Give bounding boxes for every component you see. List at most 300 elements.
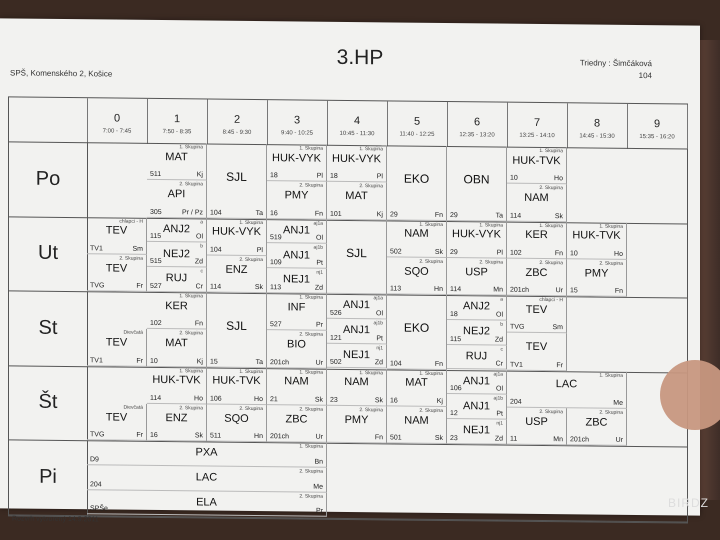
room-code: 104 [390,359,402,368]
lesson-cell[interactable] [147,366,207,404]
group-label: 2. Skupina [539,408,563,415]
group-label: 2. Skupina [359,406,383,414]
period-number: 4 [353,115,361,128]
lesson-cell[interactable] [387,406,447,444]
room-code: 109 [270,259,282,267]
lesson-cell[interactable] [387,294,447,369]
subject-code: PMY [344,413,369,426]
group-label: 1. Skupina [359,369,383,376]
teacher-code: Fr [556,361,563,369]
teacher-code: Pt [316,259,323,267]
subject-code: HUK-VYK [212,226,261,239]
lesson-cell[interactable] [267,368,327,406]
subject-code: KER [165,300,188,313]
subject-code: MAT [345,190,368,203]
room-code: 16 [150,431,158,439]
room-code: 29 [450,248,458,256]
teacher-code: Sk [434,434,443,442]
group-label: aj1b [313,244,323,252]
teacher-code: Hn [434,285,443,293]
group-label: 1. Skupina [179,144,203,151]
subject-code: TEV [105,262,128,275]
lesson-cell[interactable] [147,404,207,442]
group-label: 2. Skupina [419,407,443,414]
room-code: 104 [210,209,222,217]
lesson-cell[interactable] [507,258,567,296]
group-label: nj1 [316,269,323,276]
group-label: 2. Skupina [239,256,263,263]
lesson-cell[interactable] [207,293,267,368]
period-time: 7:00 - 7:45 [102,128,132,135]
lesson-cell[interactable] [387,369,447,407]
timetable-paper [0,18,700,524]
room-code: 204 [510,398,522,406]
lesson-cell[interactable] [267,219,327,244]
room-code: 527 [150,282,162,291]
lesson-cell[interactable] [447,345,507,370]
group-label: 1. Skupina [179,367,203,374]
teacher-code: Kj [436,397,443,405]
teacher-code: Sm [132,245,143,253]
teacher-code: Ho [254,395,263,403]
subject-code: EKO [403,172,430,187]
lesson-cell[interactable] [147,180,207,218]
period-number: 5 [413,115,421,128]
period-header [207,100,268,146]
subject-code: HUK-VYK [272,152,321,165]
subject-code: OBN [463,172,490,187]
day-label: Ut [9,216,88,292]
room-code: 18 [270,172,278,180]
lesson-cell[interactable] [327,343,387,368]
subject-code: ANJ2 [163,222,190,236]
lesson-cell[interactable] [147,217,207,242]
subject-code: RUJ [165,272,188,285]
teacher-code: Pl [376,173,383,181]
room-code: 29 [450,211,458,219]
teacher-code: Pr / Pz [181,208,203,216]
lesson-cell[interactable] [267,268,327,293]
footer-note: Rozvrh vytvorený 14.9.2011 [12,515,99,524]
subject-code: USP [465,265,488,279]
group-label: 2. Skupina [299,468,323,475]
room-code: 12 [450,410,458,418]
lesson-cell[interactable] [387,257,447,295]
lesson-cell[interactable] [507,407,567,445]
room-code: 102 [150,320,162,328]
lesson-cell[interactable] [447,394,507,419]
day-label: Po [9,141,88,217]
lesson-cell[interactable] [207,218,267,256]
group-label: 2. Skupina [299,493,323,500]
lesson-cell[interactable] [447,221,507,259]
room-code: 502 [330,359,342,367]
lesson-cell[interactable] [267,243,327,268]
lesson-cell[interactable] [147,292,207,330]
subject-code: SQO [224,412,249,425]
teacher-code: Fn [374,434,383,442]
lesson-cell[interactable] [567,259,627,297]
subject-code: ANJ1 [463,374,490,388]
teacher-code: Ur [555,287,563,295]
teacher-code: Fr [136,357,143,365]
period-time: 13:25 - 14:10 [519,132,555,140]
room-code: 526 [330,309,342,317]
period-time: 10:45 - 11:30 [339,130,375,138]
lesson-cell[interactable] [447,295,507,320]
lesson-cell[interactable] [267,293,327,331]
teacher-code: Fn [554,249,563,257]
period-time: 11:40 - 12:25 [399,131,435,138]
day-label: Št [9,365,88,441]
lesson-cell[interactable] [507,370,627,409]
room-code: 101 [330,210,342,218]
teacher-code: Ta [255,209,263,217]
subject-code: HUK-TVK [512,154,561,168]
lesson-cell[interactable] [567,222,627,260]
subject-code: ANJ1 [343,323,370,337]
teacher-code: Zd [314,284,323,292]
group-label: 2. Skupina [599,260,623,267]
teacher-code: Cr [195,283,203,291]
group-label: b [500,321,503,328]
subject-code: ELA [196,496,217,509]
subject-code: PXA [195,446,218,459]
group-label: 1. Skupina [419,370,443,377]
subject-code: PMY [284,189,309,202]
subject-code: ANJ1 [283,248,310,262]
group-label: aj1a [313,220,323,227]
room-code: 23 [450,435,458,443]
period-time: 14:45 - 15:30 [579,133,615,140]
period-number: 3 [293,114,301,127]
subject-code: SJL [226,170,247,185]
room-code: 515 [150,258,162,266]
subject-code: INF [287,301,306,314]
group-label: 2. Skupina [179,330,203,337]
subject-code: NEJ2 [463,325,490,338]
lesson-cell[interactable] [87,490,327,517]
group-label: 1. Skupina [299,443,323,450]
room-code: TVG [90,431,105,439]
group-label: b [200,243,203,250]
lesson-cell[interactable] [327,406,387,444]
lesson-cell[interactable] [447,146,507,221]
room-code: 114 [150,394,162,402]
subject-code: HUK-TVK [212,375,261,388]
teacher-code: Kj [196,357,203,365]
lesson-cell[interactable] [447,370,507,395]
period-time: 7:50 - 8:35 [162,129,192,136]
room-code: TVG [90,282,105,290]
lesson-cell[interactable] [87,328,147,366]
room-code: 113 [390,285,402,293]
period-header [627,104,688,150]
subject-code: NAM [404,414,429,427]
teacher-code: Ol [496,311,503,319]
school-address: SPŠ, Komenského 2, Košice [10,68,113,79]
group-label: 2. Skupina [239,405,263,412]
subject-code: HUK-VYK [332,152,381,166]
room-code: 305 [150,208,162,216]
room-code: 10 [510,174,518,183]
lesson-cell[interactable] [267,405,327,443]
lesson-cell[interactable] [147,143,207,181]
room-code: 511 [150,171,162,179]
subject-code: ANJ1 [343,299,370,312]
teacher-code: Me [313,483,323,491]
subject-code: TEV [105,411,128,424]
subject-code: TEV [525,303,548,317]
lesson-cell[interactable] [387,220,447,258]
subject-code: HUK-TVK [572,229,621,243]
subject-code: LAC [555,378,578,391]
teacher-code: Sm [552,324,563,332]
subject-code: LAC [195,471,218,484]
group-label: 2. Skupina [539,185,563,192]
watermark-logo: BIRDZ [668,496,709,510]
room-code: 201ch [510,286,530,294]
lesson-cell[interactable] [87,465,327,492]
subject-code: SJL [346,245,367,261]
lesson-cell[interactable] [267,144,327,182]
subject-code: MAT [165,337,188,350]
subject-code: EKO [403,321,430,336]
teacher-code: Cr [495,361,503,369]
group-label: 2. Skupina [119,255,143,262]
period-header [87,98,148,144]
teacher-code: Pl [256,246,263,254]
subject-code: ANJ2 [463,300,490,313]
teacher-code: Hn [254,432,263,441]
lesson-cell[interactable] [507,147,567,185]
lesson-cell[interactable] [507,333,567,371]
room-code: 11 [510,435,518,443]
subject-code: HUK-VYK [452,228,501,242]
lesson-cell[interactable] [327,368,387,406]
group-label: 2. Skupina [539,259,563,266]
group-label: nj1 [496,420,503,427]
room-code: 113 [270,284,282,292]
teacher-code: Sk [194,432,203,440]
teacher-code: Kj [196,171,203,179]
period-header [567,103,628,149]
lesson-cell[interactable] [507,296,567,334]
period-number: 6 [473,116,481,129]
period-time: 9:40 - 10:25 [280,130,314,137]
teacher-code: Sk [374,397,383,405]
group-label: 1. Skupina [299,294,323,301]
room-code: 201ch [270,358,290,366]
room-code: TV1 [90,356,103,364]
room-code: 29 [390,210,398,219]
teacher-code: Pr [316,321,323,329]
teacher-code: Fr [136,431,143,439]
room-code: 106 [210,395,222,403]
group-label: aj1a [373,295,383,302]
teacher-code: Ur [315,359,323,367]
subject-code: ANJ1 [463,399,490,413]
lesson-cell[interactable] [447,258,507,296]
teacher-code: Mn [493,286,503,294]
lesson-cell[interactable] [87,440,327,467]
timetable-grid [8,96,688,523]
teacher-code: Ol [376,310,383,318]
room-code: 115 [150,233,162,241]
room-code: 121 [330,334,342,342]
teacher-code: Sk [314,396,323,404]
subject-code: MAT [165,151,188,164]
room-code: 114 [450,286,462,294]
group-label: chlapci - H [539,296,563,304]
room-code: 114 [210,283,222,291]
group-label: 2. Skupina [179,404,203,412]
teacher-code: Ta [495,212,503,220]
lesson-cell[interactable] [327,294,387,319]
teacher-code: Fn [314,210,323,218]
period-header [327,101,388,147]
subject-code: ZBC [525,266,548,279]
room-code: 18 [330,173,338,181]
lesson-cell[interactable] [327,319,387,344]
class-title: 3.HP [336,45,384,70]
class-teacher: Triedny : Šimčáková [579,58,652,69]
subject-code: USP [525,415,548,428]
room-code: 519 [270,234,282,242]
room-code: 501 [390,434,402,442]
lesson-cell[interactable] [327,182,387,220]
subject-code: SQO [404,265,429,278]
room-code: 511 [210,432,222,440]
teacher-code: Pt [496,410,503,418]
subject-code: ENZ [165,411,188,425]
lesson-cell[interactable] [87,403,147,441]
group-label: Dievčatá [123,329,143,337]
period-number: 0 [113,112,121,125]
room-code: 18 [450,310,458,318]
subject-code: TEV [105,224,128,238]
room-code: 201ch [570,436,590,444]
teacher-code: Pt [376,334,383,343]
room-code: 104 [210,246,222,254]
lesson-cell[interactable] [267,330,327,368]
group-label: 1. Skupina [299,368,323,376]
subject-code: RUJ [465,350,488,363]
group-label: 1. Skupina [239,219,263,226]
room-code: 16 [270,209,278,217]
group-label: 2. Skupina [479,259,503,266]
group-label: aj1a [493,371,503,378]
lesson-cell[interactable] [327,219,387,294]
group-label: c [200,268,203,275]
lesson-cell[interactable] [87,217,147,255]
teacher-code: Sk [554,212,563,220]
teacher-code: Mn [553,436,563,444]
group-label: 2. Skupina [299,331,323,338]
group-label: 1. Skupina [599,223,623,230]
period-number: 2 [233,113,241,126]
subject-code: TEV [105,336,128,349]
room-code: TV1 [90,245,103,253]
group-label: chlapci - H [119,218,143,225]
room-code: SPŠe [90,505,108,513]
lesson-cell[interactable] [147,329,207,367]
lesson-cell[interactable] [147,267,207,292]
room-code: 102 [510,249,522,257]
group-label: nj1 [376,344,383,352]
teacher-code: Bn [314,458,323,466]
lesson-cell[interactable] [447,419,507,444]
room-code: 10 [150,357,158,365]
subject-code: ENZ [225,263,248,276]
teacher-code: Ol [316,234,323,243]
group-label: 2. Skupina [599,409,623,416]
teacher-code: Ur [615,436,623,444]
group-label: a [500,296,503,303]
period-header [447,102,508,148]
group-label: aj1b [373,320,383,327]
group-label: 1. Skupina [419,221,443,228]
lesson-cell[interactable] [207,255,267,293]
group-label: 1. Skupina [359,146,383,153]
teacher-code: Ol [196,233,203,241]
group-label: 2. Skupina [359,183,383,190]
room-code: 115 [450,335,462,343]
subject-code: NAM [404,228,429,241]
group-label: 1. Skupina [299,145,323,152]
teacher-code: Kj [376,210,383,218]
room-code: TV1 [510,361,523,369]
lesson-cell[interactable] [147,242,207,267]
room-code: 201ch [270,433,290,441]
lesson-cell[interactable] [207,144,267,219]
lesson-cell[interactable] [567,408,627,446]
lesson-cell[interactable] [387,145,447,220]
room-code: 15 [570,287,578,295]
lesson-cell[interactable] [267,181,327,219]
lesson-cell[interactable] [87,254,147,292]
teacher-code: Fn [434,211,443,219]
lesson-cell[interactable] [507,221,567,259]
subject-code: BIO [287,338,306,351]
period-number: 9 [653,118,661,131]
room-code: 10 [570,250,578,258]
lesson-cell[interactable] [507,184,567,222]
group-label: 1. Skupina [539,147,563,155]
group-label: 2. Skupina [299,182,323,189]
teacher-code: Pr [316,508,323,516]
period-time: 15:35 - 16:20 [639,134,675,141]
group-label: 1. Skupina [479,221,503,229]
teacher-code: Fn [614,287,623,295]
lesson-cell[interactable] [207,367,267,405]
subject-code: NAM [344,376,369,389]
subject-code: NEJ1 [283,273,310,286]
room-code: 21 [270,395,278,403]
room-code: 114 [510,212,522,220]
teacher-code: Fn [194,320,203,328]
subject-code: KER [525,229,548,242]
subject-code: NAM [524,192,549,205]
lesson-cell[interactable] [327,145,387,183]
lesson-cell[interactable] [447,320,507,345]
room-code: 204 [90,480,102,489]
lesson-cell[interactable] [207,404,267,442]
teacher-code: Ur [315,433,323,441]
teacher-code: Zd [494,336,503,344]
period-header [267,100,328,146]
subject-code: TEV [525,341,548,354]
